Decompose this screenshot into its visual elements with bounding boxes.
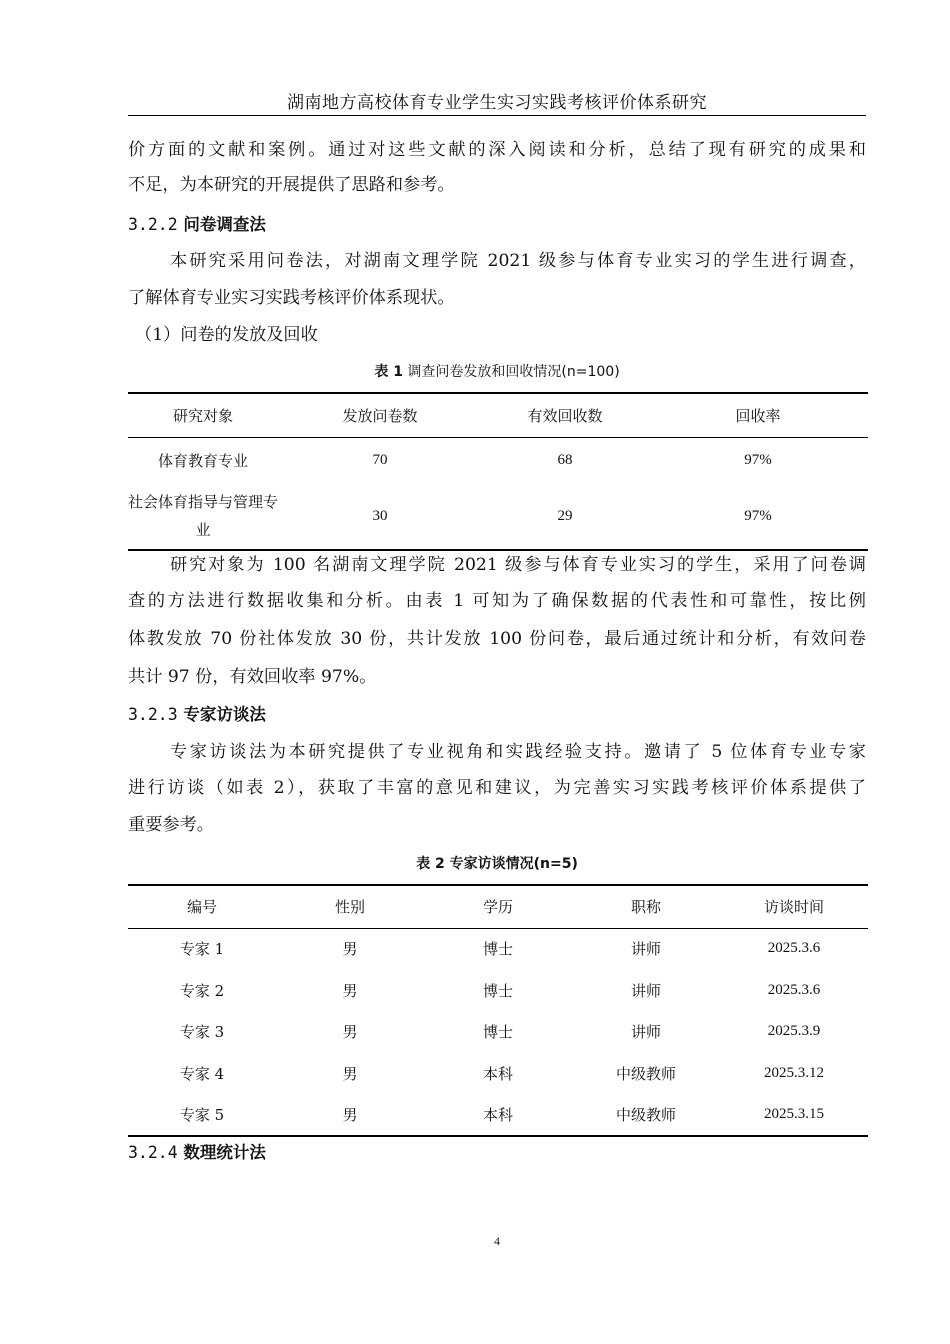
table-cell: 2025.3.12 xyxy=(764,1064,824,1081)
body-line: 了解体育专业实习实践考核评价体系现状。 xyxy=(128,288,455,308)
column-header: 性别 xyxy=(334,898,365,917)
table-cell: 专家 4 xyxy=(179,1064,225,1083)
column-header: 有效回收数 xyxy=(527,406,603,425)
table-1-label: 表 1 xyxy=(374,364,403,380)
table-2-caption: 表 2 专家访谈情况(n=5) xyxy=(416,856,578,872)
table-cell: 男 xyxy=(342,1023,358,1041)
table-cell: 讲师 xyxy=(630,940,661,959)
table-cell: 2025.3.15 xyxy=(764,1106,824,1122)
table-cell: 男 xyxy=(342,1106,358,1124)
table-cell xyxy=(128,483,278,550)
table-cell: 博士 xyxy=(482,981,513,1000)
column-header: 学历 xyxy=(482,898,513,917)
table-row xyxy=(128,928,868,969)
table-row xyxy=(128,1011,868,1052)
column-header: 回收率 xyxy=(735,406,781,425)
table-cell: 专家 1 xyxy=(179,940,225,959)
table-2 xyxy=(128,884,868,1137)
table-cell: 男 xyxy=(342,940,358,959)
table-row xyxy=(128,1094,868,1136)
table-cell: 讲师 xyxy=(630,981,661,1000)
section-title: 数理统计法 xyxy=(183,1143,266,1162)
table-cell: 97% xyxy=(744,451,772,468)
table-cell: 中级教师 xyxy=(615,1106,676,1124)
table-cell: 2025.3.6 xyxy=(767,981,821,998)
table-cell: 29 xyxy=(557,507,573,524)
subheading: （1）问卷的发放及回收 xyxy=(135,325,318,345)
section-title: 问卷调查法 xyxy=(183,215,266,234)
table-cell: 体育教育专业 xyxy=(157,451,248,470)
cell-line: 业 xyxy=(195,521,211,539)
table-cell: 70 xyxy=(372,451,388,468)
table-cell: 30 xyxy=(372,507,388,524)
header-rule xyxy=(128,115,866,116)
body-line: 体教发放 70 份社体发放 30 份，共计发放 100 份问卷，最后通过统计和分析，有效问卷 xyxy=(128,629,866,649)
table-cell: 博士 xyxy=(482,940,513,959)
table-row xyxy=(128,1052,868,1094)
table-1-caption xyxy=(128,361,866,381)
table-cell: 男 xyxy=(342,981,358,1000)
table-cell: 专家 5 xyxy=(179,1106,225,1124)
body-line: 本研究采用问卷法，对湖南文理学院 2021 级参与体育专业实习的学生进行调查， xyxy=(170,251,866,271)
section-number: 3.2.4 xyxy=(128,1143,178,1162)
table-header-row xyxy=(128,885,868,928)
table-header-row xyxy=(128,393,868,437)
table-cell: 2025.3.9 xyxy=(767,1023,821,1039)
table-cell: 本科 xyxy=(482,1106,513,1124)
table-1-title: 调查问卷发放和回收情况(n=100) xyxy=(407,364,620,380)
section-heading-3-2-4 xyxy=(128,1141,866,1165)
column-header: 发放问卷数 xyxy=(342,406,418,425)
table-cell: 博士 xyxy=(482,1023,513,1041)
running-head: 湖南地方高校体育专业学生实习实践考核评价体系研究 xyxy=(287,93,707,113)
body-line: 不足，为本研究的开展提供了思路和参考。 xyxy=(128,175,455,195)
section-heading-3-2-3 xyxy=(128,703,866,727)
body-line: 进行访谈（如表 2），获取了丰富的意见和建议，为完善实习实践考核评价体系提供了 xyxy=(128,778,866,798)
table-cell: 专家 3 xyxy=(179,1023,225,1041)
table-cell: 68 xyxy=(557,451,573,468)
body-line: 查的方法进行数据收集和分析。由表 1 可知为了确保数据的代表性和可靠性，按比例 xyxy=(128,591,866,611)
section-number: 3.2.3 xyxy=(128,705,178,724)
table-cell: 中级教师 xyxy=(615,1064,676,1083)
table-cell: 专家 2 xyxy=(179,981,225,1000)
table-cell: 97% xyxy=(744,507,772,524)
column-header: 职称 xyxy=(630,898,661,917)
table-cell: 本科 xyxy=(482,1064,513,1083)
column-header: 研究对象 xyxy=(172,406,233,425)
body-line: 共计 97 份，有效回收率 97%。 xyxy=(128,667,377,687)
section-title: 专家访谈法 xyxy=(183,705,266,724)
table-row xyxy=(128,483,868,550)
table-row xyxy=(128,969,868,1011)
table-row xyxy=(128,437,868,483)
section-number: 3.2.2 xyxy=(128,215,178,234)
body-line: 重要参考。 xyxy=(128,815,214,835)
body-line: 专家访谈法为本研究提供了专业视角和实践经验支持。邀请了 5 位体育专业专家 xyxy=(170,742,866,762)
table-1 xyxy=(128,392,868,551)
body-line: 价方面的文献和案例。通过对这些文献的深入阅读和分析，总结了现有研究的成果和 xyxy=(128,140,866,160)
page-number: 4 xyxy=(494,1234,500,1248)
column-header: 编号 xyxy=(186,898,217,917)
column-header: 访谈时间 xyxy=(763,898,824,917)
table-cell: 男 xyxy=(342,1064,358,1083)
table-cell: 2025.3.6 xyxy=(767,940,821,957)
table-cell: 讲师 xyxy=(630,1023,661,1041)
body-line: 研究对象为 100 名湖南文理学院 2021 级参与体育专业实习的学生，采用了问卷调 xyxy=(170,555,866,575)
section-heading-3-2-2 xyxy=(128,213,866,237)
cell-line: 社会体育指导与管理专 xyxy=(128,493,279,511)
